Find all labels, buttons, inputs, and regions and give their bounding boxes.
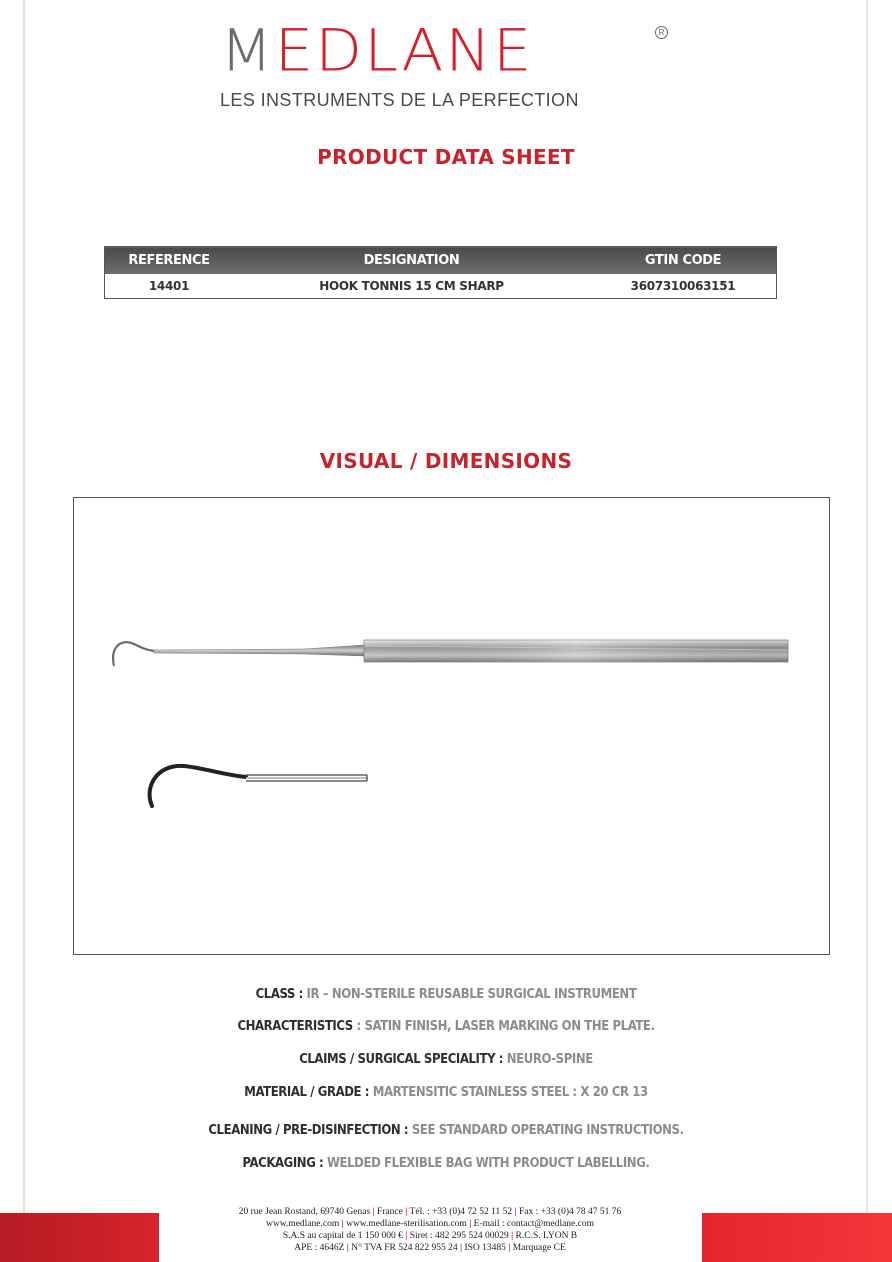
footer-country: France	[377, 1207, 403, 1217]
footer-vat: N° TVA FR 524 822 955 24	[351, 1243, 458, 1253]
product-table	[104, 246, 777, 299]
page-border-left	[23, 0, 25, 1262]
header-designation: DESIGNATION	[233, 247, 590, 275]
footer-fax: Fax : +33 (0)4 78 47 51 76	[519, 1207, 622, 1217]
spec-class-label: CLASS :	[255, 987, 303, 1002]
spec-material-value: MARTENSITIC STAINLESS STEEL : X 20 CR 13	[369, 1085, 648, 1100]
company-footer	[160, 1206, 700, 1254]
spec-material	[0, 1085, 892, 1100]
header-reference: REFERENCE	[105, 247, 234, 275]
footer-address: 20 rue Jean Rostand, 69740 Genas	[238, 1207, 371, 1217]
footer-sterilisation-link[interactable]: www.medlane-sterilisation.com	[346, 1219, 467, 1229]
logo-tagline: LES INSTRUMENTS DE LA PERFECTION	[220, 90, 579, 110]
footer-iso: ISO 13485	[464, 1243, 506, 1253]
footer-address-line: 20 rue Jean Rostand, 69740 Genas | France | Tél. : +33 (0)4 72 52 11 52 | Fax : +33 (0)4 78 47 51 76	[238, 1207, 622, 1217]
footer-phone: Tél. : +33 (0)4 72 52 11 52	[409, 1207, 513, 1217]
spec-characteristics	[0, 1019, 892, 1034]
footer-web-line: www.medlane.com | www.medlane-sterilisation.com | E-mail : contact@medlane.com	[265, 1219, 594, 1229]
medlane-logo	[220, 17, 680, 116]
footer-ape: APE : 4646Z	[294, 1243, 345, 1253]
footer-ce-mark: Marquage CE	[512, 1243, 566, 1253]
cell-reference: 14401	[148, 279, 190, 293]
cell-designation: HOOK TONNIS 15 CM SHARP	[319, 279, 504, 293]
spec-packaging	[0, 1156, 892, 1171]
product-visual-frame	[73, 497, 830, 955]
footer-legal-line: S.A.S au capital de 1 150 000 € | Siret : 482 295 524 00029 | R.C.S. LYON B	[282, 1231, 578, 1241]
spec-packaging-label: PACKAGING :	[242, 1156, 324, 1171]
spec-material-label: MATERIAL / GRADE :	[244, 1085, 370, 1100]
registered-mark-icon: R	[655, 26, 668, 39]
logo-wordmark	[220, 17, 534, 85]
table-row	[105, 274, 777, 299]
spec-class	[0, 987, 892, 1002]
footer-email[interactable]: E-mail : contact@medlane.com	[473, 1219, 594, 1229]
page-border-right	[866, 0, 868, 1262]
spec-cleaning-value: SEE STANDARD OPERATING INSTRUCTIONS.	[408, 1123, 684, 1138]
hook-instrument-illustration	[74, 498, 831, 956]
product-data-sheet-title: PRODUCT DATA SHEET	[317, 145, 575, 169]
footer-red-bar-right	[702, 1213, 892, 1262]
hook-instrument-full	[113, 640, 788, 666]
visual-dimensions-title: VISUAL / DIMENSIONS	[319, 449, 573, 473]
spec-claims-value: NEURO-SPINE	[503, 1052, 593, 1067]
logo-letters-edlane: EDLANE	[274, 17, 534, 85]
spec-packaging-value: WELDED FLEXIBLE BAG WITH PRODUCT LABELLING.	[323, 1156, 650, 1171]
footer-rcs: R.C.S. LYON B	[515, 1231, 578, 1241]
footer-red-bar-left	[0, 1213, 159, 1262]
spec-class-value: IR – NON-STERILE REUSABLE SURGICAL INSTRUMENT	[302, 987, 637, 1002]
spec-cleaning	[0, 1123, 892, 1138]
spec-characteristics-value: : SATIN FINISH, LASER MARKING ON THE PLATE.	[352, 1019, 655, 1034]
header-gtin-code: GTIN CODE	[590, 247, 777, 275]
spec-claims	[0, 1052, 892, 1067]
table-header-row	[105, 247, 777, 275]
spec-cleaning-label: CLEANING / PRE-DISINFECTION :	[208, 1123, 409, 1138]
hook-tip-detail	[150, 766, 367, 806]
footer-siret: Siret : 482 295 524 00029	[409, 1231, 509, 1241]
logo-letter-m: M	[220, 17, 275, 85]
spec-characteristics-label: CHARACTERISTICS	[237, 1019, 353, 1034]
footer-website-link[interactable]: www.medlane.com	[265, 1219, 340, 1229]
footer-capital: S.A.S au capital de 1 150 000 €	[282, 1231, 403, 1241]
spec-claims-label: CLAIMS / SURGICAL SPECIALITY :	[299, 1052, 504, 1067]
cell-gtin-code: 3607310063151	[630, 279, 736, 293]
footer-registration-line: APE : 4646Z | N° TVA FR 524 822 955 24 | ISO 13485 | Marquage CE	[294, 1243, 566, 1253]
